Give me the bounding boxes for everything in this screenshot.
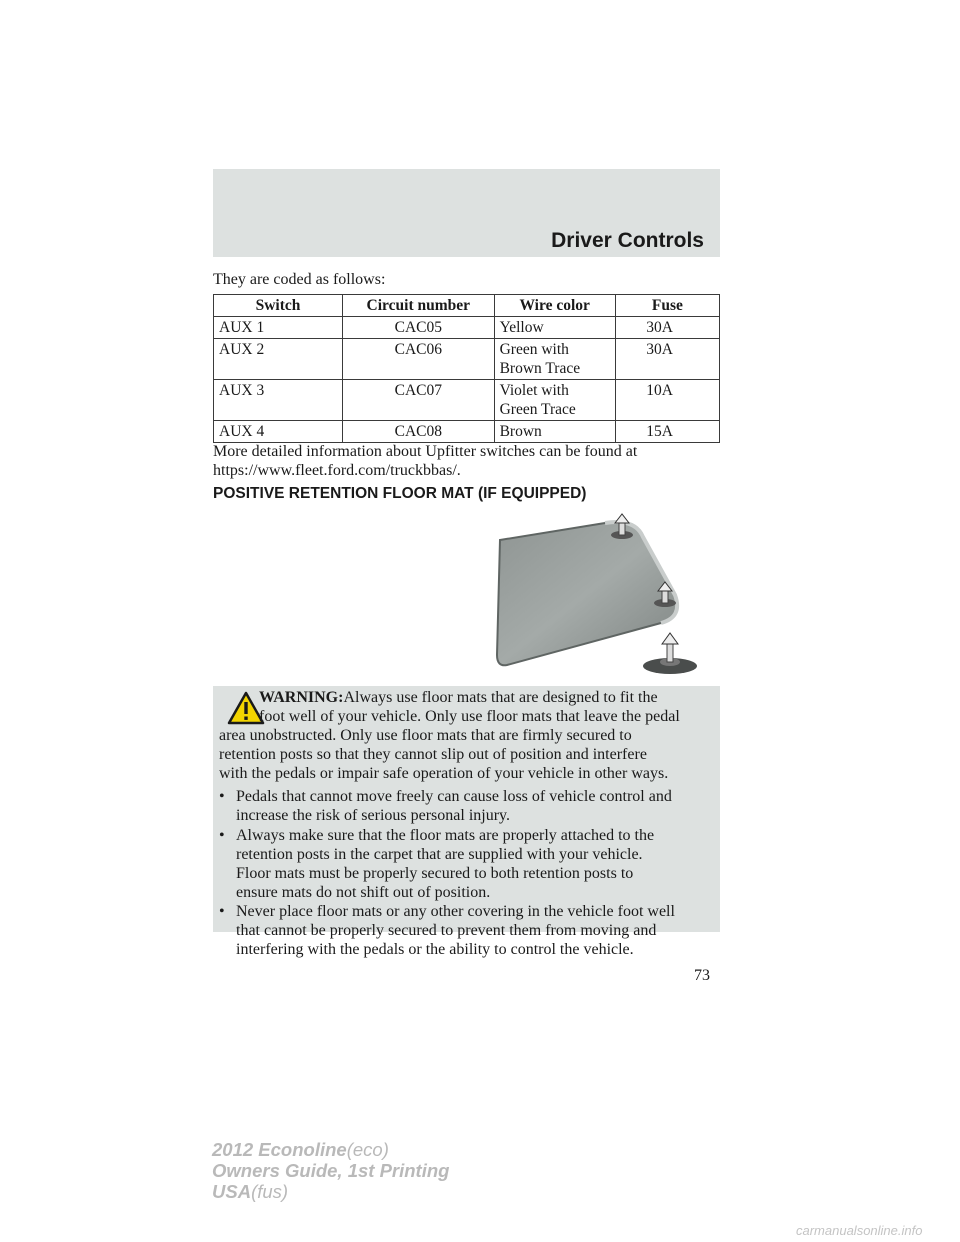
section-title: Driver Controls bbox=[551, 229, 704, 252]
warning-label: WARNING: bbox=[259, 689, 344, 706]
column-header: Wire color bbox=[494, 295, 615, 317]
wire-color-line: Green Trace bbox=[499, 401, 576, 418]
circuit-cell: CAC08 bbox=[343, 421, 495, 443]
page-number: 73 bbox=[694, 967, 710, 984]
bullet-line: Pedals that cannot move freely can cause loss of vehicle control and bbox=[236, 788, 672, 805]
warning-bullet bbox=[219, 902, 715, 959]
circuit-cell: CAC07 bbox=[343, 380, 495, 421]
footer-line: Owners Guide, 1st Printing bbox=[212, 1160, 450, 1181]
bullet-line: Never place floor mats or any other covering in the vehicle foot well bbox=[236, 903, 675, 920]
table-row bbox=[214, 380, 720, 421]
more-info-paragraph bbox=[213, 442, 720, 480]
wire-color-cell bbox=[494, 317, 615, 339]
wire-color-cell bbox=[494, 421, 615, 443]
document-footer bbox=[212, 1139, 449, 1202]
wire-color-line: Green with bbox=[499, 341, 569, 358]
wire-color-cell bbox=[494, 380, 615, 421]
bullet-line: Floor mats must be properly secured to both retention posts to bbox=[236, 865, 634, 882]
wire-color-cell bbox=[494, 339, 615, 380]
bullet-marker: • bbox=[219, 788, 225, 805]
table-row bbox=[214, 339, 720, 380]
bullet-line: Always make sure that the floor mats are properly attached to the bbox=[236, 827, 655, 844]
site-watermark: carmanualsonline.info bbox=[796, 1223, 923, 1238]
column-header: Circuit number bbox=[343, 295, 495, 317]
bullet-line: interfering with the pedals or the ability to control the vehicle. bbox=[236, 941, 634, 958]
table-row bbox=[214, 421, 720, 443]
warning-text bbox=[219, 688, 719, 783]
bullet-line: that cannot be properly secured to prevent them from moving and bbox=[236, 922, 657, 939]
warning-line: foot well of your vehicle. Only use floor mats that leave the pedal bbox=[259, 708, 680, 725]
wire-color-line: Brown bbox=[499, 423, 542, 440]
warning-line-text: Always use floor mats that are designed to fit the bbox=[343, 689, 658, 706]
circuit-cell: CAC05 bbox=[343, 317, 495, 339]
bullet-marker: • bbox=[219, 827, 225, 844]
intro-text: They are coded as follows: bbox=[213, 271, 386, 288]
column-header: Switch bbox=[214, 295, 343, 317]
warning-line: with the pedals or impair safe operation of your vehicle in other ways. bbox=[219, 765, 669, 782]
fuse-cell: 30A bbox=[615, 339, 719, 380]
table-row bbox=[214, 317, 720, 339]
footer-line: 2012 Econoline(eco) bbox=[212, 1139, 389, 1160]
wire-color-line: Yellow bbox=[499, 319, 544, 336]
wire-color-line: Violet with bbox=[499, 382, 569, 399]
wire-color-line: Brown Trace bbox=[499, 360, 581, 377]
switch-cell: AUX 3 bbox=[214, 380, 343, 421]
warning-bullet bbox=[219, 826, 715, 902]
warning-line bbox=[219, 688, 719, 707]
switch-cell: AUX 1 bbox=[214, 317, 343, 339]
switch-cell: AUX 2 bbox=[214, 339, 343, 380]
table-header-row bbox=[214, 295, 720, 317]
footer-line: USA(fus) bbox=[212, 1181, 289, 1202]
circuit-cell: CAC06 bbox=[343, 339, 495, 380]
warning-box bbox=[213, 686, 720, 958]
warning-line: area unobstructed. Only use floor mats that are firmly secured to bbox=[219, 727, 632, 744]
section-header-band bbox=[213, 169, 720, 257]
switch-cell: AUX 4 bbox=[214, 421, 343, 443]
floor-mat-illustration bbox=[485, 505, 725, 680]
bullet-line: increase the risk of serious personal injury. bbox=[236, 807, 510, 824]
retention-post-base bbox=[643, 633, 697, 674]
more-info-text: More detailed information about Upfitter switches can be found at bbox=[213, 443, 638, 460]
fuse-cell: 15A bbox=[615, 421, 719, 443]
column-header: Fuse bbox=[615, 295, 719, 317]
bullet-marker: • bbox=[219, 903, 225, 920]
floor-mat-heading: POSITIVE RETENTION FLOOR MAT (IF EQUIPPED) bbox=[213, 485, 587, 502]
fuse-cell: 10A bbox=[615, 380, 719, 421]
bullet-line: ensure mats do not shift out of position. bbox=[236, 884, 491, 901]
bullet-line: retention posts in the carpet that are supplied with your vehicle. bbox=[236, 846, 643, 863]
floor-mat-shape bbox=[497, 522, 677, 665]
warning-bullet bbox=[219, 787, 715, 825]
warning-line: retention posts so that they cannot slip out of position and interfere bbox=[219, 746, 647, 763]
upfitter-switch-table bbox=[213, 294, 720, 443]
fuse-cell: 30A bbox=[615, 317, 719, 339]
upfitter-url: https://www.fleet.ford.com/truckbbas/. bbox=[213, 462, 461, 479]
